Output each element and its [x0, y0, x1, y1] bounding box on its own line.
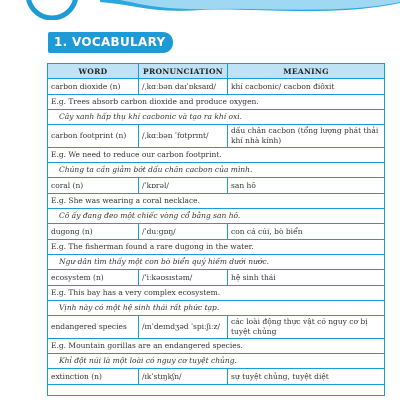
word-row — [48, 316, 385, 339]
pronunciation-cell: /ˈkɒrəl/ — [139, 178, 228, 194]
translation-row — [48, 301, 385, 316]
pronunciation-cell: /ˈduːgɒŋ/ — [139, 224, 228, 240]
word-cell: carbon footprint (n) — [48, 125, 139, 148]
header-decoration — [0, 0, 400, 20]
meaning-cell: dấu chân cacbon (tổng lượng phát thải khí nhà kính) — [228, 125, 385, 148]
word-row — [48, 125, 385, 148]
meaning-column-header: MEANING — [228, 64, 385, 79]
translation-row — [48, 354, 385, 369]
meaning-cell: con cá cúi, bò biển — [228, 224, 385, 240]
table-header-row — [48, 64, 385, 79]
word-cell: endangered species — [48, 316, 139, 339]
example-sentence: E.g. The fisherman found a rare dugong in the water. — [48, 240, 385, 255]
pronunciation-cell: /ˌkɑːbən ˈfʊtprɪnt/ — [139, 125, 228, 148]
example-translation: Chúng ta cần giảm bớt dấu chân cacbon của mình. — [48, 163, 385, 178]
vocabulary-table — [47, 63, 385, 396]
translation-row — [48, 209, 385, 224]
pronunciation-cell: /ɪnˈdeɪndʒəd ˈspiːʃiːz/ — [139, 316, 228, 339]
example-sentence: E.g. Trees absorb carbon dioxide and produce oxygen. — [48, 95, 385, 110]
word-cell: dugong (n) — [48, 224, 139, 240]
example-row — [48, 148, 385, 163]
pronunciation-cell: /ˈiːkəʊsɪstəm/ — [139, 270, 228, 286]
continued-cell — [48, 385, 385, 396]
word-cell: carbon dioxide (n) — [48, 79, 139, 95]
translation-row — [48, 255, 385, 270]
word-column-header: WORD — [48, 64, 139, 79]
continued-row — [48, 385, 385, 396]
translation-row — [48, 163, 385, 178]
example-translation: Cây xanh hấp thụ khí cacbonic và tạo ra khí oxi. — [48, 110, 385, 125]
meaning-cell: hệ sinh thái — [228, 270, 385, 286]
example-translation: Cô ấy đang đeo một chiếc vòng cổ bằng san hô. — [48, 209, 385, 224]
example-row — [48, 286, 385, 301]
example-sentence: E.g. We need to reduce our carbon footprint. — [48, 148, 385, 163]
example-row — [48, 240, 385, 255]
example-sentence: E.g. This bay has a very complex ecosystem. — [48, 286, 385, 301]
unit-number-circle — [28, 0, 76, 18]
example-row — [48, 339, 385, 354]
meaning-cell: san hô — [228, 178, 385, 194]
example-row — [48, 194, 385, 209]
word-row — [48, 224, 385, 240]
word-cell: coral (n) — [48, 178, 139, 194]
example-sentence: E.g. She was wearing a coral necklace. — [48, 194, 385, 209]
pronunciation-cell: /ɪkˈstɪŋkʃn/ — [139, 369, 228, 385]
word-row — [48, 178, 385, 194]
meaning-cell: khí cacbonic/ cacbon điôxit — [228, 79, 385, 95]
section-heading: 1. VOCABULARY — [48, 32, 173, 53]
meaning-cell: sự tuyệt chủng, tuyệt diệt — [228, 369, 385, 385]
word-row — [48, 270, 385, 286]
word-row — [48, 369, 385, 385]
example-sentence: E.g. Mountain gorillas are an endangered species. — [48, 339, 385, 354]
example-translation: Vịnh này có một hệ sinh thái rất phức tạp. — [48, 301, 385, 316]
example-translation: Ngư dân tìm thấy một con bò biển quý hiếm dưới nước. — [48, 255, 385, 270]
meaning-cell: các loài động thực vật có nguy cơ bị tuyệt chủng — [228, 316, 385, 339]
translation-row — [48, 110, 385, 125]
pronunciation-cell: /ˌkɑːbən daɪˈɒksaɪd/ — [139, 79, 228, 95]
pronunciation-column-header: PRONUNCIATION — [139, 64, 228, 79]
word-cell: ecosystem (n) — [48, 270, 139, 286]
word-row — [48, 79, 385, 95]
word-cell: extinction (n) — [48, 369, 139, 385]
example-row — [48, 95, 385, 110]
example-translation: Khỉ đột núi là một loài có nguy cơ tuyệt chủng. — [48, 354, 385, 369]
